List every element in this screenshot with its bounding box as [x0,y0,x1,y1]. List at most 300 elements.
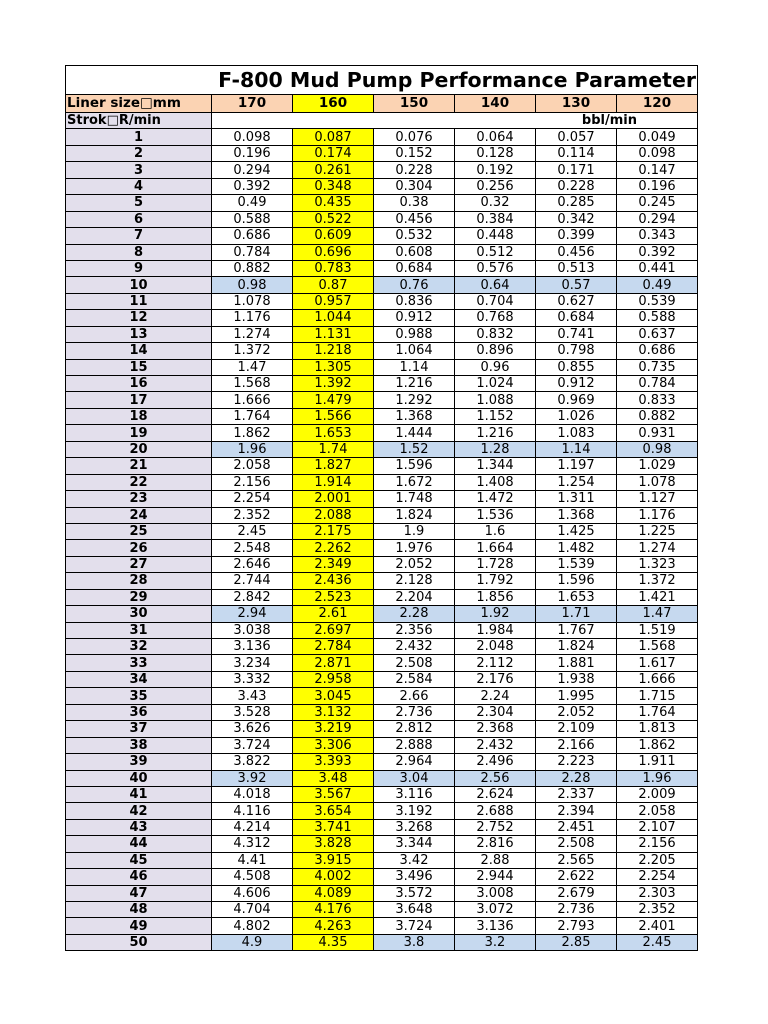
table-row [66,770,698,786]
flow-cell-liner-130: 0.912 [536,376,617,392]
flow-cell-liner-150: 0.152 [374,145,455,161]
flow-cell-liner-150: 1.216 [374,376,455,392]
table-row [66,326,698,342]
flow-cell-liner-170: 1.666 [212,392,293,408]
flow-cell-liner-140: 2.432 [455,737,536,753]
flow-cell-liner-140: 2.688 [455,803,536,819]
liner-size-header-row [66,95,698,113]
stroke-cell: 31 [66,622,212,638]
flow-cell-liner-170: 0.294 [212,162,293,178]
stroke-cell: 30 [66,606,212,622]
flow-cell-liner-150: 2.964 [374,754,455,770]
flow-cell-liner-130: 1.596 [536,573,617,589]
liner-size-140: 140 [455,95,536,113]
flow-cell-liner-170: 4.508 [212,869,293,885]
flow-cell-liner-120: 1.617 [617,655,698,671]
stroke-label: Strok□R/min [66,113,212,129]
flow-cell-liner-120: 0.833 [617,392,698,408]
flow-cell-liner-150: 2.508 [374,655,455,671]
flow-cell-liner-140: 1.728 [455,556,536,572]
flow-cell-liner-140: 0.256 [455,178,536,194]
flow-cell-liner-150: 1.824 [374,507,455,523]
flow-cell-liner-170: 4.704 [212,902,293,918]
flow-cell-liner-130: 1.938 [536,671,617,687]
flow-cell-liner-150: 1.672 [374,474,455,490]
flow-cell-liner-130: 1.995 [536,688,617,704]
flow-cell-liner-140: 0.128 [455,145,536,161]
table-row [66,819,698,835]
flow-cell-liner-170: 2.254 [212,491,293,507]
flow-cell-liner-130: 2.679 [536,885,617,901]
flow-cell-liner-160: 3.567 [293,786,374,802]
flow-cell-liner-120: 0.588 [617,310,698,326]
flow-cell-liner-130: 2.622 [536,869,617,885]
table-row [66,737,698,753]
flow-cell-liner-160: 3.132 [293,704,374,720]
flow-cell-liner-130: 2.337 [536,786,617,802]
flow-cell-liner-130: 1.653 [536,589,617,605]
flow-cell-liner-140: 1.024 [455,376,536,392]
flow-cell-liner-130: 1.767 [536,622,617,638]
flow-cell-liner-170: 2.744 [212,573,293,589]
flow-cell-liner-150: 3.496 [374,869,455,885]
flow-cell-liner-150: 0.532 [374,228,455,244]
flow-cell-liner-140: 3.008 [455,885,536,901]
flow-cell-liner-140: 0.704 [455,293,536,309]
flow-cell-liner-150: 3.344 [374,836,455,852]
flow-cell-liner-130: 0.456 [536,244,617,260]
spreadsheet [65,65,698,951]
flow-cell-liner-140: 1.472 [455,491,536,507]
flow-cell-liner-140: 2.048 [455,639,536,655]
flow-cell-liner-170: 4.802 [212,918,293,934]
flow-cell-liner-150: 1.444 [374,425,455,441]
table-row [66,293,698,309]
flow-cell-liner-120: 0.98 [617,441,698,457]
stroke-cell: 16 [66,376,212,392]
table-row [66,606,698,622]
flow-cell-liner-170: 1.176 [212,310,293,326]
flow-cell-liner-170: 4.41 [212,852,293,868]
flow-cell-liner-130: 0.969 [536,392,617,408]
flow-cell-liner-170: 4.214 [212,819,293,835]
stroke-cell: 11 [66,293,212,309]
flow-cell-liner-170: 1.274 [212,326,293,342]
flow-cell-liner-140: 0.064 [455,129,536,145]
flow-cell-liner-120: 0.637 [617,326,698,342]
flow-cell-liner-160: 3.306 [293,737,374,753]
flow-cell-liner-160: 4.002 [293,869,374,885]
flow-cell-liner-150: 3.8 [374,934,455,950]
table-row [66,540,698,556]
stroke-cell: 27 [66,556,212,572]
flow-cell-liner-140: 1.6 [455,523,536,539]
flow-cell-liner-140: 0.768 [455,310,536,326]
flow-cell-liner-160: 0.174 [293,145,374,161]
stroke-cell: 13 [66,326,212,342]
flow-cell-liner-160: 0.522 [293,211,374,227]
flow-cell-liner-150: 0.38 [374,195,455,211]
table-row [66,228,698,244]
flow-cell-liner-120: 1.323 [617,556,698,572]
table-row [66,885,698,901]
stroke-cell: 26 [66,540,212,556]
flow-cell-liner-160: 0.696 [293,244,374,260]
flow-cell-liner-140: 1.664 [455,540,536,556]
flow-cell-liner-120: 1.813 [617,721,698,737]
table-row [66,343,698,359]
table-row [66,277,698,293]
flow-cell-liner-140: 1.408 [455,474,536,490]
flow-cell-liner-140: 1.216 [455,425,536,441]
stroke-cell: 19 [66,425,212,441]
table-row [66,310,698,326]
flow-cell-liner-170: 1.078 [212,293,293,309]
flow-cell-liner-150: 0.836 [374,293,455,309]
table-row [66,376,698,392]
flow-cell-liner-140: 2.944 [455,869,536,885]
flow-cell-liner-160: 4.263 [293,918,374,934]
flow-cell-liner-160: 2.349 [293,556,374,572]
stroke-cell: 38 [66,737,212,753]
flow-cell-liner-160: 1.044 [293,310,374,326]
table-row [66,803,698,819]
flow-cell-liner-170: 0.686 [212,228,293,244]
flow-cell-liner-150: 1.14 [374,359,455,375]
flow-cell-liner-120: 1.911 [617,754,698,770]
flow-cell-liner-120: 2.254 [617,869,698,885]
flow-cell-liner-130: 0.798 [536,343,617,359]
flow-cell-liner-130: 0.057 [536,129,617,145]
stroke-cell: 1 [66,129,212,145]
flow-cell-liner-140: 1.92 [455,606,536,622]
stroke-cell: 6 [66,211,212,227]
flow-cell-liner-160: 2.001 [293,491,374,507]
flow-cell-liner-160: 3.48 [293,770,374,786]
flow-cell-liner-170: 0.098 [212,129,293,145]
flow-cell-liner-120: 0.441 [617,260,698,276]
table-row [66,178,698,194]
flow-cell-liner-160: 0.087 [293,129,374,145]
stroke-cell: 15 [66,359,212,375]
flow-cell-liner-140: 0.32 [455,195,536,211]
flow-cell-liner-120: 0.539 [617,293,698,309]
flow-cell-liner-140: 1.152 [455,408,536,424]
flow-cell-liner-130: 0.342 [536,211,617,227]
performance-table [65,94,698,951]
flow-cell-liner-170: 1.96 [212,441,293,457]
flow-cell-liner-160: 2.175 [293,523,374,539]
liner-size-label: Liner size□mm [66,95,212,113]
flow-cell-liner-170: 0.98 [212,277,293,293]
table-row [66,721,698,737]
flow-cell-liner-120: 1.225 [617,523,698,539]
flow-cell-liner-160: 0.435 [293,195,374,211]
flow-cell-liner-150: 0.988 [374,326,455,342]
stroke-cell: 36 [66,704,212,720]
flow-cell-liner-130: 0.57 [536,277,617,293]
table-row [66,458,698,474]
flow-cell-liner-150: 2.128 [374,573,455,589]
flow-cell-liner-150: 3.648 [374,902,455,918]
stroke-cell: 8 [66,244,212,260]
flow-cell-liner-120: 0.686 [617,343,698,359]
table-row [66,408,698,424]
stroke-cell: 32 [66,639,212,655]
flow-cell-liner-170: 2.156 [212,474,293,490]
flow-cell-liner-140: 2.816 [455,836,536,852]
flow-cell-liner-140: 1.856 [455,589,536,605]
flow-cell-liner-170: 1.47 [212,359,293,375]
flow-cell-liner-170: 0.588 [212,211,293,227]
flow-cell-liner-120: 1.764 [617,704,698,720]
stroke-cell: 43 [66,819,212,835]
flow-cell-liner-140: 2.112 [455,655,536,671]
stroke-cell: 17 [66,392,212,408]
flow-cell-liner-160: 1.305 [293,359,374,375]
flow-cell-liner-130: 2.565 [536,852,617,868]
table-row [66,688,698,704]
flow-cell-liner-130: 1.881 [536,655,617,671]
page-title: F-800 Mud Pump Performance Parameter [218,68,696,92]
flow-cell-liner-140: 3.072 [455,902,536,918]
flow-cell-liner-150: 3.572 [374,885,455,901]
flow-cell-liner-150: 1.596 [374,458,455,474]
stroke-cell: 35 [66,688,212,704]
flow-cell-liner-140: 3.136 [455,918,536,934]
flow-cell-liner-170: 2.548 [212,540,293,556]
table-row [66,474,698,490]
flow-cell-liner-130: 1.14 [536,441,617,457]
stroke-cell: 20 [66,441,212,457]
flow-cell-liner-150: 1.292 [374,392,455,408]
flow-cell-liner-120: 0.882 [617,408,698,424]
flow-cell-liner-170: 0.49 [212,195,293,211]
flow-cell-liner-130: 2.508 [536,836,617,852]
flow-cell-liner-140: 1.792 [455,573,536,589]
flow-cell-liner-150: 3.42 [374,852,455,868]
table-row [66,655,698,671]
flow-cell-liner-160: 2.61 [293,606,374,622]
flow-cell-liner-160: 2.784 [293,639,374,655]
flow-cell-liner-170: 3.332 [212,671,293,687]
table-row [66,902,698,918]
table-row [66,507,698,523]
flow-cell-liner-150: 2.052 [374,556,455,572]
flow-cell-liner-130: 1.482 [536,540,617,556]
flow-cell-liner-120: 0.343 [617,228,698,244]
flow-cell-liner-160: 1.392 [293,376,374,392]
flow-cell-liner-160: 1.827 [293,458,374,474]
table-row [66,639,698,655]
stroke-cell: 49 [66,918,212,934]
flow-cell-liner-120: 1.715 [617,688,698,704]
flow-cell-liner-170: 3.822 [212,754,293,770]
flow-cell-liner-160: 1.131 [293,326,374,342]
stroke-cell: 39 [66,754,212,770]
flow-cell-liner-160: 1.653 [293,425,374,441]
flow-cell-liner-120: 2.107 [617,819,698,835]
flow-cell-liner-160: 3.045 [293,688,374,704]
table-row [66,671,698,687]
flow-cell-liner-140: 1.984 [455,622,536,638]
stroke-cell: 47 [66,885,212,901]
flow-cell-liner-160: 0.609 [293,228,374,244]
table-row [66,934,698,950]
flow-cell-liner-130: 2.394 [536,803,617,819]
flow-cell-liner-150: 0.304 [374,178,455,194]
table-row [66,441,698,457]
table-row [66,359,698,375]
flow-cell-liner-170: 3.038 [212,622,293,638]
table-row [66,704,698,720]
flow-cell-liner-160: 3.915 [293,852,374,868]
stroke-cell: 7 [66,228,212,244]
liner-size-150: 150 [374,95,455,113]
stroke-cell: 41 [66,786,212,802]
flow-cell-liner-170: 2.45 [212,523,293,539]
flow-cell-liner-170: 3.43 [212,688,293,704]
flow-cell-liner-120: 1.666 [617,671,698,687]
flow-cell-liner-120: 2.156 [617,836,698,852]
flow-cell-liner-150: 2.204 [374,589,455,605]
flow-cell-liner-130: 0.684 [536,310,617,326]
flow-cell-liner-140: 3.2 [455,934,536,950]
table-row [66,869,698,885]
flow-cell-liner-120: 0.931 [617,425,698,441]
flow-cell-liner-160: 3.828 [293,836,374,852]
flow-cell-liner-170: 2.94 [212,606,293,622]
flow-cell-liner-130: 2.109 [536,721,617,737]
stroke-cell: 48 [66,902,212,918]
flow-cell-liner-150: 0.912 [374,310,455,326]
table-row [66,786,698,802]
flow-cell-liner-130: 1.824 [536,639,617,655]
flow-cell-liner-120: 1.127 [617,491,698,507]
flow-cell-liner-120: 1.421 [617,589,698,605]
stroke-cell: 4 [66,178,212,194]
flow-cell-liner-150: 1.748 [374,491,455,507]
flow-cell-liner-170: 0.392 [212,178,293,194]
flow-cell-liner-170: 4.312 [212,836,293,852]
table-row [66,162,698,178]
flow-cell-liner-140: 2.88 [455,852,536,868]
flow-cell-liner-170: 1.764 [212,408,293,424]
flow-cell-liner-120: 0.147 [617,162,698,178]
stroke-cell: 37 [66,721,212,737]
flow-cell-liner-150: 3.192 [374,803,455,819]
flow-cell-liner-170: 1.862 [212,425,293,441]
flow-cell-liner-170: 4.018 [212,786,293,802]
flow-cell-liner-150: 1.976 [374,540,455,556]
table-row [66,589,698,605]
flow-cell-liner-150: 2.736 [374,704,455,720]
flow-cell-liner-160: 1.218 [293,343,374,359]
stroke-cell: 3 [66,162,212,178]
stroke-cell: 50 [66,934,212,950]
flow-cell-liner-170: 4.606 [212,885,293,901]
table-row [66,836,698,852]
flow-cell-liner-120: 1.96 [617,770,698,786]
flow-cell-liner-120: 1.47 [617,606,698,622]
flow-cell-liner-160: 0.87 [293,277,374,293]
flow-cell-liner-160: 0.957 [293,293,374,309]
liner-size-160: 160 [293,95,374,113]
stroke-cell: 22 [66,474,212,490]
flow-cell-liner-160: 1.566 [293,408,374,424]
flow-cell-liner-130: 0.171 [536,162,617,178]
flow-cell-liner-140: 0.64 [455,277,536,293]
flow-cell-liner-160: 1.479 [293,392,374,408]
flow-cell-liner-150: 1.52 [374,441,455,457]
flow-cell-liner-150: 0.456 [374,211,455,227]
stroke-cell: 46 [66,869,212,885]
stroke-cell: 23 [66,491,212,507]
flow-cell-liner-150: 2.584 [374,671,455,687]
flow-cell-liner-120: 2.058 [617,803,698,819]
flow-cell-liner-160: 2.958 [293,671,374,687]
stroke-cell: 42 [66,803,212,819]
flow-cell-liner-160: 0.261 [293,162,374,178]
flow-cell-liner-160: 2.697 [293,622,374,638]
stroke-cell: 9 [66,260,212,276]
flow-cell-liner-150: 2.888 [374,737,455,753]
table-row [66,425,698,441]
flow-cell-liner-130: 1.026 [536,408,617,424]
flow-cell-liner-150: 0.228 [374,162,455,178]
flow-cell-liner-150: 3.724 [374,918,455,934]
flow-cell-liner-160: 1.74 [293,441,374,457]
flow-cell-liner-130: 1.254 [536,474,617,490]
flow-cell-liner-170: 0.196 [212,145,293,161]
flow-cell-liner-140: 0.832 [455,326,536,342]
flow-cell-liner-120: 2.205 [617,852,698,868]
flow-cell-liner-150: 2.812 [374,721,455,737]
stroke-cell: 25 [66,523,212,539]
flow-cell-liner-120: 0.49 [617,277,698,293]
flow-cell-liner-140: 2.752 [455,819,536,835]
flow-cell-liner-150: 3.268 [374,819,455,835]
flow-cell-liner-160: 1.914 [293,474,374,490]
flow-cell-liner-120: 0.392 [617,244,698,260]
flow-cell-liner-170: 1.372 [212,343,293,359]
flow-cell-liner-140: 2.496 [455,754,536,770]
flow-cell-liner-170: 4.116 [212,803,293,819]
flow-cell-liner-160: 3.654 [293,803,374,819]
table-row [66,573,698,589]
flow-cell-liner-120: 2.352 [617,902,698,918]
flow-cell-liner-120: 2.009 [617,786,698,802]
flow-cell-liner-130: 2.28 [536,770,617,786]
flow-cell-liner-170: 2.352 [212,507,293,523]
table-row [66,556,698,572]
flow-cell-liner-120: 1.078 [617,474,698,490]
flow-cell-liner-130: 2.052 [536,704,617,720]
flow-cell-liner-170: 0.784 [212,244,293,260]
flow-cell-liner-140: 1.536 [455,507,536,523]
flow-cell-liner-120: 2.45 [617,934,698,950]
flow-cell-liner-170: 0.882 [212,260,293,276]
flow-cell-liner-130: 2.451 [536,819,617,835]
flow-cell-liner-140: 2.24 [455,688,536,704]
flow-cell-liner-150: 0.684 [374,260,455,276]
flow-cell-liner-140: 2.368 [455,721,536,737]
stroke-cell: 44 [66,836,212,852]
flow-cell-liner-170: 4.9 [212,934,293,950]
table-row [66,129,698,145]
stroke-cell: 28 [66,573,212,589]
flow-cell-liner-120: 0.245 [617,195,698,211]
